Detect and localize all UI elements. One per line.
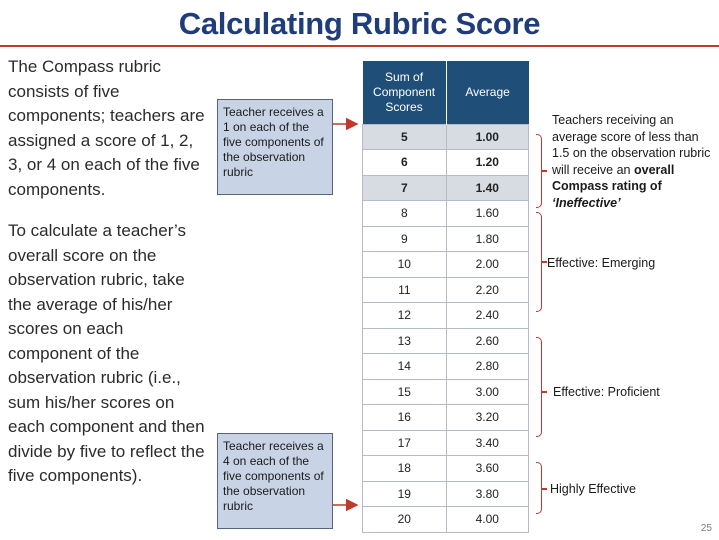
sum-cell: 10 <box>363 252 447 278</box>
table-row <box>363 456 529 482</box>
sum-cell: 7 <box>363 175 447 201</box>
callout-all-fours: Teacher receives a 4 on each of the five components of the observation rubric <box>217 433 333 529</box>
sum-cell: 12 <box>363 303 447 329</box>
table-row <box>363 328 529 354</box>
bracket-proficient <box>536 337 542 437</box>
sum-cell: 18 <box>363 456 447 482</box>
average-cell: 2.00 <box>446 252 528 278</box>
sum-cell: 19 <box>363 481 447 507</box>
bracket-emerging <box>536 212 542 312</box>
average-cell: 3.20 <box>446 405 528 431</box>
sum-cell: 16 <box>363 405 447 431</box>
table-row <box>363 201 529 227</box>
sum-cell: 8 <box>363 201 447 227</box>
sum-cell: 9 <box>363 226 447 252</box>
sum-cell: 20 <box>363 507 447 533</box>
ineffective-note <box>552 112 712 211</box>
header-average: Average <box>446 61 528 124</box>
intro-paragraph: The Compass rubric consists of five components; teachers are assigned a score of 1, 2, 3, or 4 on each of the five components. <box>8 57 205 199</box>
average-cell: 4.00 <box>446 507 528 533</box>
average-cell: 3.80 <box>446 481 528 507</box>
rating-emerging: Effective: Emerging <box>547 256 656 270</box>
page-number: 25 <box>700 523 712 534</box>
table-row <box>363 226 529 252</box>
table-row <box>363 405 529 431</box>
average-cell: 1.00 <box>446 124 528 150</box>
table-row <box>363 175 529 201</box>
slide-title: Calculating Rubric Score <box>178 6 541 41</box>
table-row <box>363 150 529 176</box>
table-row <box>363 430 529 456</box>
average-cell: 2.60 <box>446 328 528 354</box>
average-cell: 2.40 <box>446 303 528 329</box>
ineffective-rating-label: ‘Ineffective’ <box>552 195 621 210</box>
callout-all-ones: Teacher receives a 1 on each of the five components of the observation rubric <box>217 99 333 195</box>
average-cell: 2.80 <box>446 354 528 380</box>
table-row <box>363 303 529 329</box>
average-cell: 1.60 <box>446 201 528 227</box>
table-row <box>363 379 529 405</box>
sum-cell: 17 <box>363 430 447 456</box>
bracket-ineffective <box>536 134 542 208</box>
rating-highly-effective: Highly Effective <box>550 482 636 496</box>
average-cell: 3.60 <box>446 456 528 482</box>
average-cell: 1.20 <box>446 150 528 176</box>
bracket-nub <box>542 488 547 490</box>
rating-proficient: Effective: Proficient <box>553 385 660 399</box>
table-row <box>363 124 529 150</box>
average-cell: 2.20 <box>446 277 528 303</box>
table-row <box>363 354 529 380</box>
sum-cell: 14 <box>363 354 447 380</box>
table-row <box>363 507 529 533</box>
bracket-nub <box>542 391 547 393</box>
table-row <box>363 277 529 303</box>
sum-cell: 15 <box>363 379 447 405</box>
title-divider <box>0 45 719 47</box>
sum-cell: 5 <box>363 124 447 150</box>
score-table <box>362 61 529 533</box>
sum-cell: 11 <box>363 277 447 303</box>
table-row <box>363 481 529 507</box>
header-sum: Sum of Component Scores <box>363 61 447 124</box>
average-cell: 3.40 <box>446 430 528 456</box>
table-row <box>363 252 529 278</box>
ineffective-note-bold: overall Compass rating of <box>552 162 675 193</box>
sum-cell: 6 <box>363 150 447 176</box>
ineffective-note-text: Teachers receiving an average score of less than 1.5 on the observation rubric will receive an <box>552 113 711 177</box>
average-cell: 1.40 <box>446 175 528 201</box>
bracket-highly-effective <box>536 462 542 514</box>
average-cell: 1.80 <box>446 226 528 252</box>
sum-cell: 13 <box>363 328 447 354</box>
calculation-paragraph: To calculate a teacher’s overall score on the observation rubric, take the average of his/her scores on each component of the observation rubric (i.e., sum his/her scores on each component and then divide by five to reflect the five components). <box>8 221 205 485</box>
bracket-nub <box>542 170 547 172</box>
average-cell: 3.00 <box>446 379 528 405</box>
